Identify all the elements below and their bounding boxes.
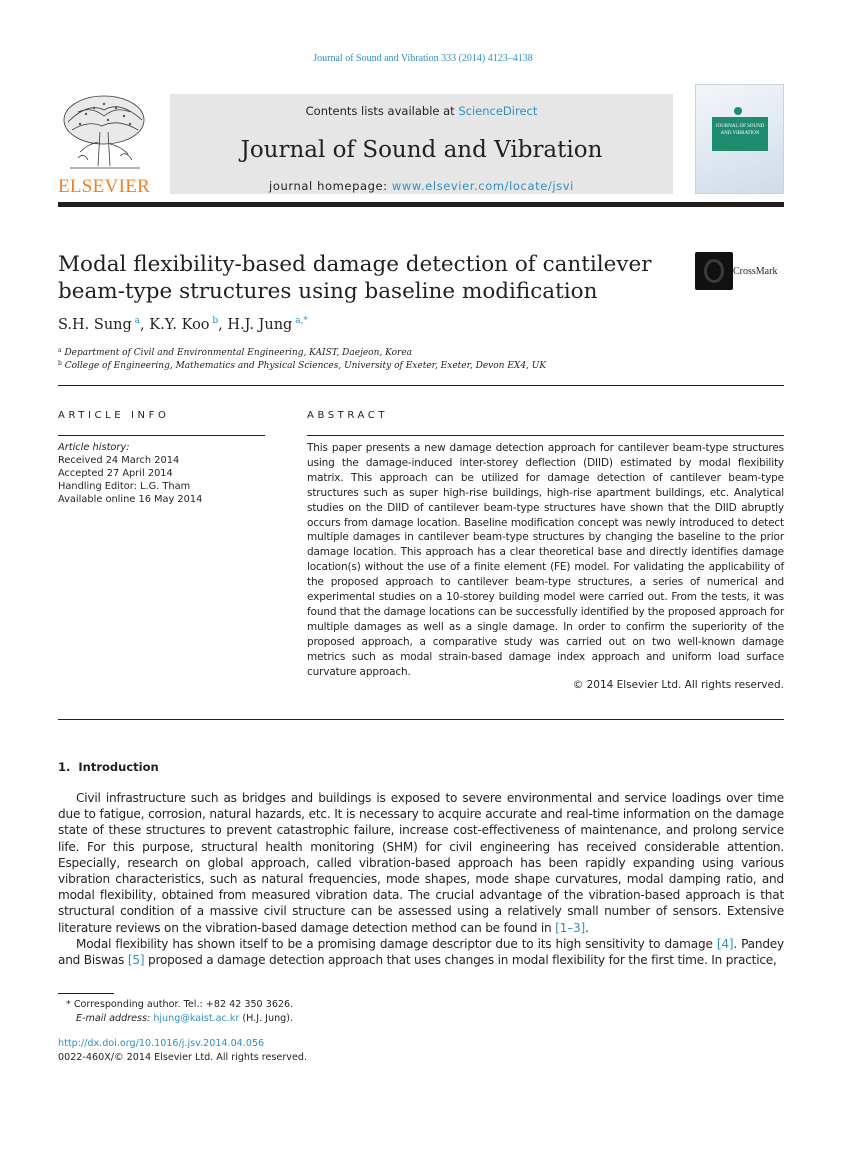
header-divider: [58, 385, 784, 386]
section-heading-introduction: [58, 760, 159, 774]
footnote-star: *: [66, 999, 71, 1010]
elsevier-tree-logo: [58, 92, 150, 174]
contents-prefix: Contents lists available at: [305, 104, 459, 118]
affiliation-a: [58, 347, 412, 358]
citation-link[interactable]: [5]: [127, 953, 145, 968]
article-info-rule: [58, 435, 265, 436]
doi-link[interactable]: http://dx.doi.org/10.1016/j.jsv.2014.04.056: [58, 1038, 265, 1049]
crossmark-ring-icon: [704, 259, 724, 283]
crossmark-icon: [695, 252, 733, 290]
affiliation-marker: b: [58, 360, 62, 367]
elsevier-wordmark: ELSEVIER: [58, 176, 151, 197]
title-line-2: beam-type structures using baseline modification: [58, 279, 598, 304]
homepage-prefix: journal homepage:: [269, 179, 392, 193]
citation-link[interactable]: [4]: [716, 936, 734, 951]
paragraph-text: .: [585, 920, 589, 935]
journal-cover-thumbnail[interactable]: [695, 84, 784, 194]
section-number: 1.: [58, 760, 71, 774]
article-info-heading: ARTICLE INFO: [58, 410, 170, 421]
author-name: K.Y. Koo: [149, 317, 210, 333]
crossmark-label: CrossMark: [733, 266, 778, 277]
affiliation-text: College of Engineering, Mathematics and Physical Sciences, University of Exeter, Exeter, Devon EX4, UK: [64, 361, 547, 371]
corresponding-text: Corresponding author. Tel.: +82 42 350 3626.: [70, 999, 294, 1010]
author-affiliation-link[interactable]: a,*: [295, 316, 308, 326]
journal-name: Journal of Sound and Vibration: [240, 137, 603, 163]
history-accepted: Accepted 27 April 2014: [58, 468, 173, 480]
paragraph-text: . Pandey and Biswas: [58, 936, 784, 968]
paragraph: [58, 790, 784, 936]
journal-info-box: [170, 94, 673, 194]
email-label: E-mail address:: [76, 1013, 154, 1024]
history-label: Article history:: [58, 442, 130, 453]
contents-availability: [170, 104, 673, 118]
abstract-copyright: © 2014 Elsevier Ltd. All rights reserved.: [572, 679, 784, 691]
abstract-heading: ABSTRACT: [307, 410, 389, 421]
cover-emblem-icon: [734, 107, 742, 115]
title-line-1: Modal flexibility-based damage detection of cantilever: [58, 252, 652, 277]
doi-block: [58, 1037, 307, 1065]
author-name: H.J. Jung: [227, 317, 293, 333]
author-list: S.H. Sung $^a$, K.Y. Koo $^b$, H.J. Jung $^{a,*}$: [58, 316, 308, 333]
issn-copyright: 0022-460X/© 2014 Elsevier Ltd. All rights reserved.: [58, 1052, 307, 1063]
corresponding-author-note: [58, 998, 458, 1012]
email-note: [58, 1012, 458, 1026]
crossmark-button[interactable]: [695, 252, 785, 290]
email-link[interactable]: hjung@kaist.ac.kr: [153, 1013, 240, 1024]
paragraph-text: Civil infrastructure such as bridges and buildings is exposed to severe environmental and service loadings over time due to fatigue, corrosion, natural hazards, etc. It is necessary to acquire accurate and real-time information on the damage state of these structures to prevent catastrophic failure, increase cost-effectiveness of maintenance, and prolong service life. For this purpose, structural health monitoring (SHM) for civil engineering has received considerable attention. Especially, research on global approach, called vibration-based approach has been rapidly expanding using various vibration characteristics, such as natural frequencies, mode shapes, mode shape curvatures, modal damping ratio, and modal flexibility, obtained from measured vibration data. The crucial advantage of the vibration-based approach is that structural condition of a massive civil structure can be assessed using a relatively small number of sensors. Extensive literature reviews on the vibration-based damage detection method can be found in: [58, 791, 784, 935]
homepage-link[interactable]: www.elsevier.com/locate/jsvi: [391, 179, 574, 193]
abstract-rule: [307, 435, 784, 436]
affiliation-text: Department of Civil and Environmental Engineering, KAIST, Daejeon, Korea: [64, 348, 413, 358]
journal-masthead: [58, 84, 784, 196]
author-affiliation-link[interactable]: a: [134, 316, 141, 326]
citation-link[interactable]: [1–3]: [555, 920, 586, 935]
history-online: Available online 16 May 2014: [58, 494, 203, 506]
masthead-divider: [58, 202, 784, 207]
email-suffix: (H.J. Jung).: [239, 1013, 294, 1024]
article-title: [58, 251, 658, 305]
history-editor: Handling Editor: L.G. Tham: [58, 481, 191, 493]
footnote: [58, 998, 458, 1026]
sciencedirect-link[interactable]: ScienceDirect: [458, 104, 538, 118]
abstract-body: This paper presents a new damage detection approach for cantilever beam-type structures using the damage-induced inter-storey deflection (DIID) estimated by modal flexibility matrix. This approach can be utilized for damage detection of cantilever beam-type structures such as super high-rise buildings, high-rise apartment buildings, etc. Analytical studies on the DIID of cantilever beam-type structures have shown that the DIID abruptly occurs from damage location. Baseline modification concept was newly introduced to detect multiple damages in cantilever beam-type structures by changing the baseline to the prior damage location. This approach has a clear theoretical base and directly identifies damage location(s) without the use of a finite element (FE) model. For validating the applicability of the proposed approach to cantilever beam-type structures, a series of numerical and experimental studies on a 10-storey building model were carried out. From the tests, it was found that the damage locations can be successfully identified by the proposed approach for multiple damages as well as a single damage. In order to confirm the superiority of the proposed approach, a comparative study was carried out on two well-known damage metrics such as modal strain-based damage index approach and uniform load surface curvature approach.: [307, 442, 784, 678]
journal-citation-link[interactable]: Journal of Sound and Vibration 333 (2014) 4123–4138: [313, 53, 533, 64]
abstract-bottom-divider: [58, 719, 784, 720]
paragraph-text: Modal flexibility has shown itself to be a promising damage descriptor due to its high sensitivity to damage: [76, 936, 717, 951]
footnote-rule: [58, 993, 114, 994]
history-received: Received 24 March 2014: [58, 455, 180, 467]
section-title: Introduction: [78, 760, 159, 774]
paragraph-text: proposed a damage detection approach that uses changes in modal flexibility for the first time. In practice,: [144, 953, 777, 968]
author-name: S.H. Sung: [58, 317, 132, 333]
affiliation-b: [58, 360, 546, 371]
journal-homepage: [170, 179, 673, 193]
paragraph: [58, 936, 784, 968]
author-affiliation-link[interactable]: b: [212, 316, 219, 326]
introduction-body: [58, 790, 784, 968]
affiliation-marker: a: [58, 347, 62, 354]
cover-title-box: JOURNAL OF SOUND AND VIBRATION: [712, 117, 768, 151]
article-history: [58, 441, 268, 506]
